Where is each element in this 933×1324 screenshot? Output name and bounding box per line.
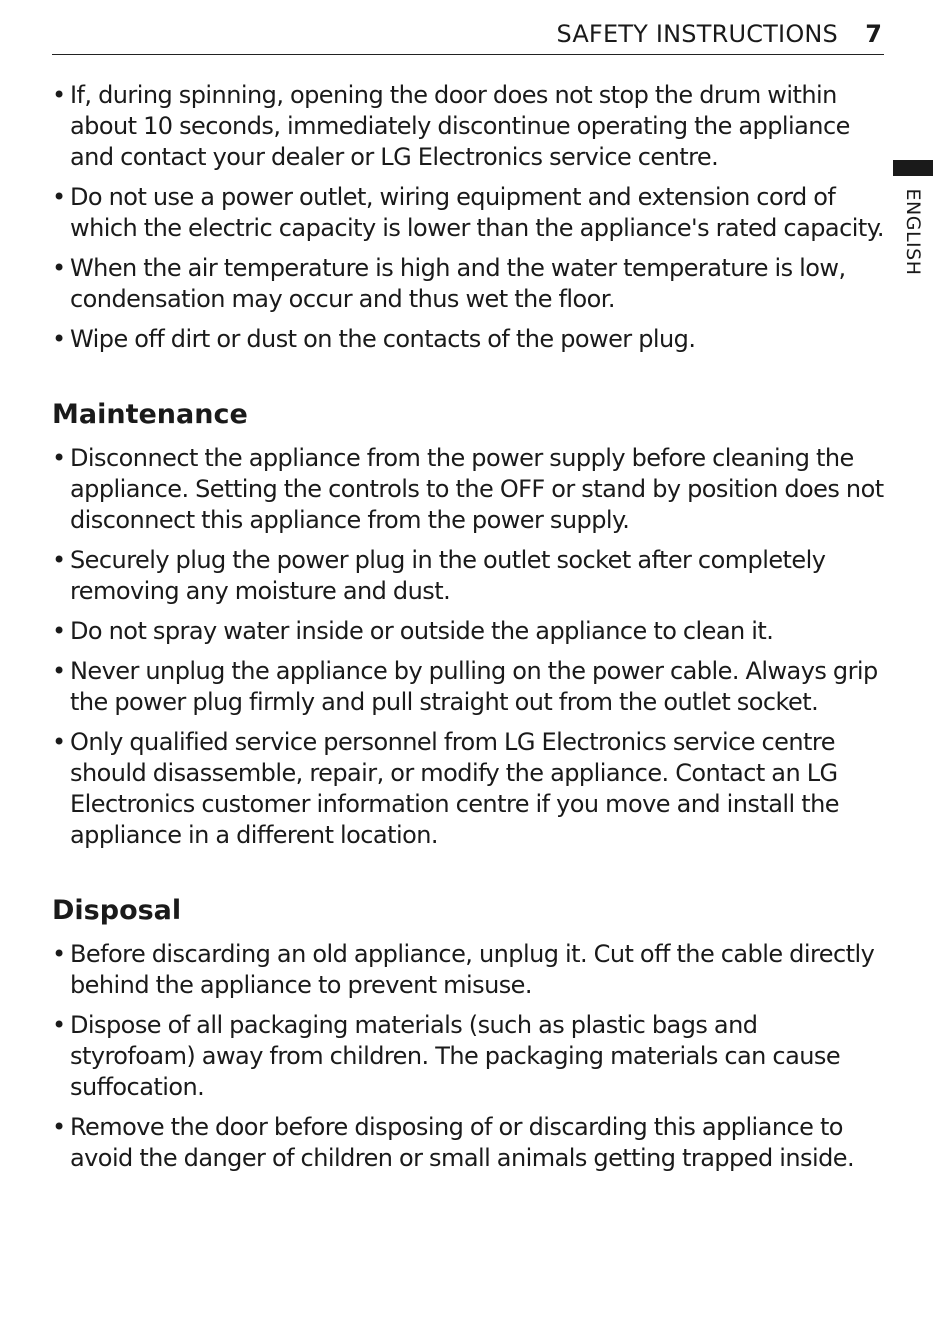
bullet-icon: • [52, 657, 66, 685]
page-header [52, 18, 884, 55]
list-item-text: Remove the door before disposing of or discarding this appliance to avoid the danger of children or small animals getting trapped inside. [70, 1113, 855, 1172]
list-item [52, 616, 884, 647]
maintenance-section [52, 397, 884, 851]
bullet-icon: • [52, 444, 66, 472]
bullet-icon: • [52, 940, 66, 968]
intro-bullet-list [52, 80, 884, 355]
list-item [52, 182, 884, 244]
maintenance-heading: Maintenance [52, 399, 248, 430]
bullet-icon: • [52, 546, 66, 574]
list-item [52, 253, 884, 315]
list-item [52, 1010, 884, 1103]
maintenance-bullet-list [52, 443, 884, 851]
disposal-section [52, 893, 884, 1174]
list-item-text: Do not spray water inside or outside the appliance to clean it. [70, 617, 774, 645]
page-content [52, 80, 884, 1183]
list-item-text: Securely plug the power plug in the outlet socket after completely removing any moisture and dust. [70, 546, 826, 605]
list-item-text: Disconnect the appliance from the power supply before cleaning the appliance. Setting the controls to the OFF or stand by position does not disconnect this appliance from the power supply. [70, 444, 884, 534]
list-item [52, 545, 884, 607]
list-item [52, 80, 884, 173]
list-item-text: Only qualified service personnel from LG Electronics service centre should disassemble, repair, or modify the appliance. Contact an LG Electronics customer information centre if you move and install the appliance in a different location. [70, 728, 839, 849]
list-item [52, 324, 884, 355]
list-item-text: Do not use a power outlet, wiring equipment and extension cord of which the electric capacity is lower than the appliance's rated capacity. [70, 183, 885, 242]
page-number: 7 [865, 20, 882, 48]
bullet-icon: • [52, 728, 66, 756]
list-item [52, 939, 884, 1001]
disposal-bullet-list [52, 939, 884, 1174]
language-tab-label: ENGLISH [902, 188, 924, 276]
list-item [52, 443, 884, 536]
header-title: SAFETY INSTRUCTIONS [556, 20, 838, 48]
disposal-heading: Disposal [52, 895, 182, 926]
list-item-text: Before discarding an old appliance, unplug it. Cut off the cable directly behind the appliance to prevent misuse. [70, 940, 875, 999]
bullet-icon: • [52, 617, 66, 645]
list-item-text: If, during spinning, opening the door does not stop the drum within about 10 seconds, immediately discontinue operating the appliance and contact your dealer or LG Electronics service centre. [70, 81, 850, 171]
list-item-text: When the air temperature is high and the water temperature is low, condensation may occur and thus wet the floor. [70, 254, 846, 313]
bullet-icon: • [52, 81, 66, 109]
bullet-icon: • [52, 183, 66, 211]
language-tab-marker [893, 160, 933, 176]
bullet-icon: • [52, 254, 66, 282]
list-item-text: Dispose of all packaging materials (such as plastic bags and styrofoam) away from children. The packaging materials can cause suffocation. [70, 1011, 841, 1101]
bullet-icon: • [52, 1011, 66, 1039]
list-item-text: Wipe off dirt or dust on the contacts of the power plug. [70, 325, 696, 353]
list-item [52, 1112, 884, 1174]
list-item [52, 656, 884, 718]
bullet-icon: • [52, 325, 66, 353]
list-item [52, 727, 884, 851]
bullet-icon: • [52, 1113, 66, 1141]
list-item-text: Never unplug the appliance by pulling on the power cable. Always grip the power plug firmly and pull straight out from the outlet socket. [70, 657, 878, 716]
